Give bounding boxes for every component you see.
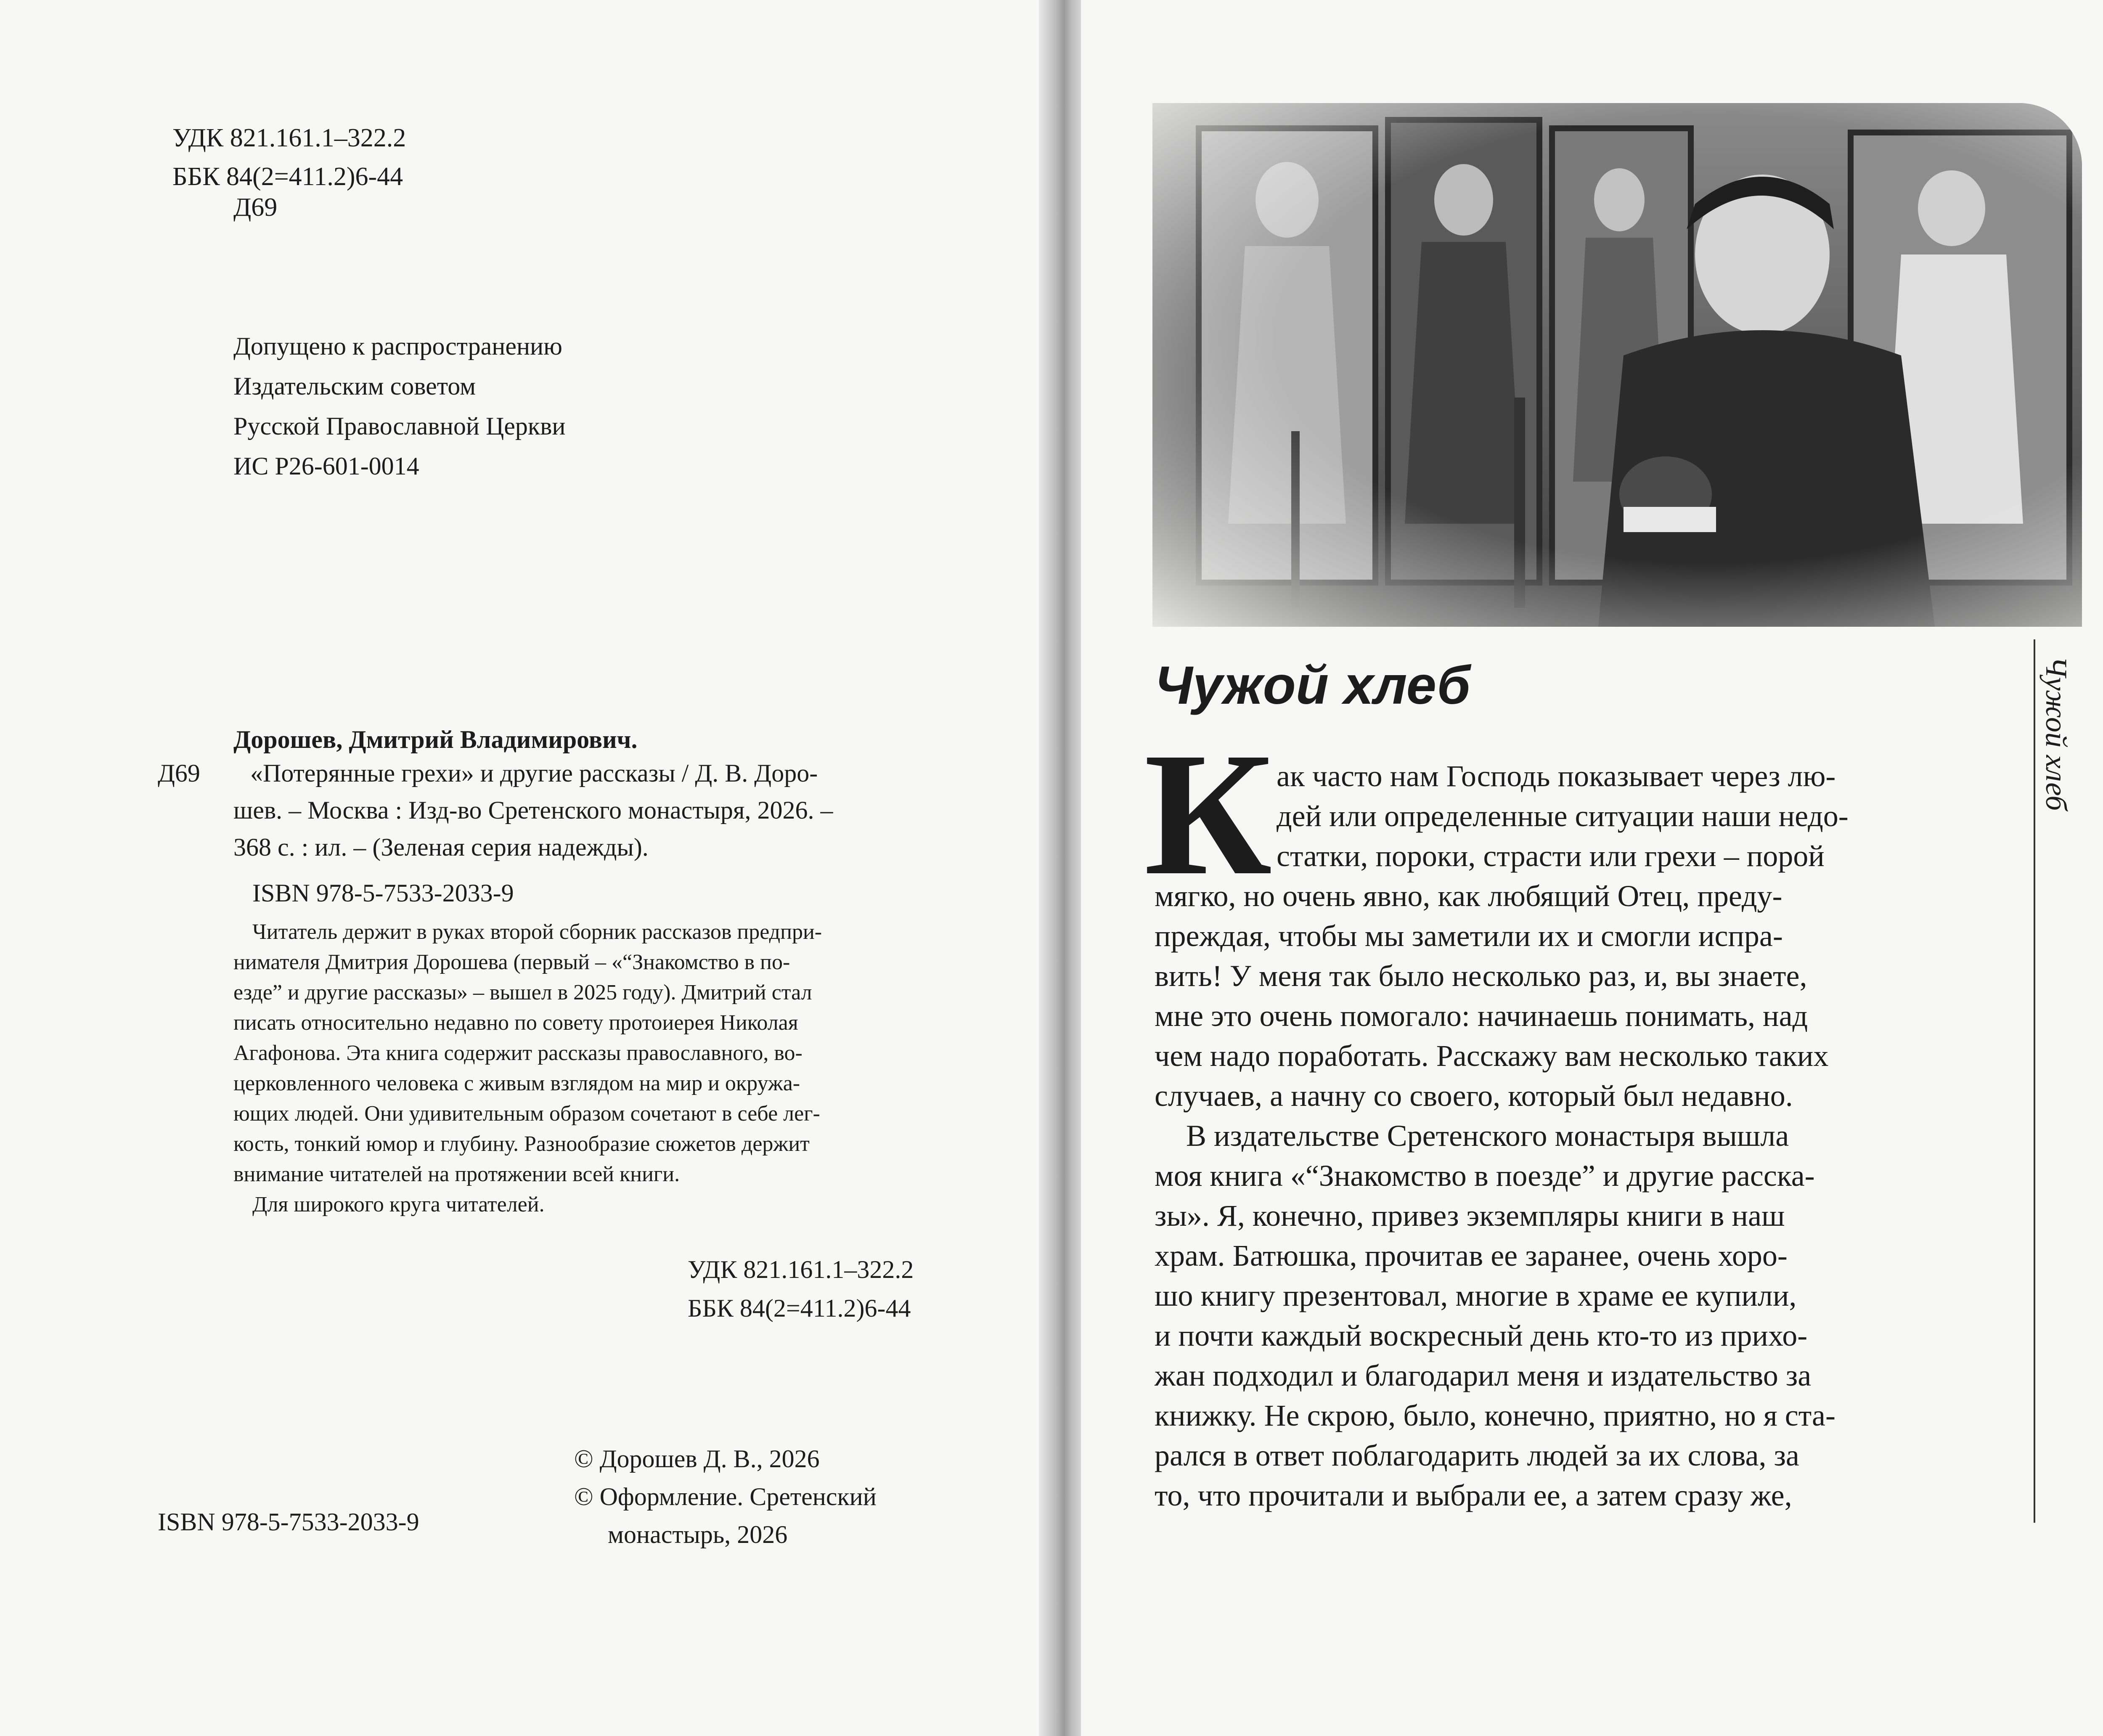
dropcap-line-1: ак часто нам Господь показывает через лю- bbox=[1277, 759, 1836, 793]
udk-top: УДК 821.161.1–322.2 bbox=[172, 124, 406, 152]
drop-cap: К bbox=[1144, 716, 1272, 912]
body-line-16: то, что прочитали и выбрали ее, а затем сразу же, bbox=[1155, 1479, 1792, 1512]
copyright-line-3: монастырь, 2026 bbox=[608, 1521, 788, 1548]
left-page-imprint bbox=[0, 0, 1047, 1736]
body-line-6: случаев, а начну со своего, который был недавно. bbox=[1155, 1079, 1793, 1113]
body-line-7: В издательстве Сретенского монастыря вышла bbox=[1186, 1119, 1789, 1153]
body-line-2: преждая, чтобы мы заметили их и смогли испра- bbox=[1155, 919, 1783, 953]
annotation-line-6: церковленного человека с живым взглядом на мир и окружа- bbox=[233, 1071, 800, 1095]
udk-bottom: УДК 821.161.1–322.2 bbox=[688, 1256, 914, 1283]
author-heading: Дорошев, Дмитрий Владимирович. bbox=[233, 726, 638, 753]
body-line-15: рался в ответ поблагодарить людей за их слова, за bbox=[1155, 1439, 1799, 1472]
body-line-10: храм. Батюшка, прочитав ее заранее, очень хоро- bbox=[1155, 1239, 1788, 1272]
body-line-3: вить! У меня так было несколько раз, и, вы знаете, bbox=[1155, 959, 1807, 993]
bbk-bottom: ББК 84(2=411.2)6-44 bbox=[688, 1294, 911, 1322]
right-page-chapter bbox=[1081, 0, 2103, 1736]
body-line-5: чем надо поработать. Расскажу вам несколько таких bbox=[1155, 1039, 1829, 1073]
bibliographic-line-1: «Потерянные грехи» и другие рассказы / Д. В. Доро- bbox=[250, 759, 818, 787]
annotation-line-7: ющих людей. Они удивительным образом сочетают в себе лег- bbox=[233, 1102, 820, 1126]
bbk-top: ББК 84(2=411.2)6-44 bbox=[172, 162, 403, 191]
isbn-entry: ISBN 978-5-7533-2033-9 bbox=[252, 879, 514, 907]
permission-line-4: ИС Р26-601-0014 bbox=[233, 452, 419, 480]
annotation-line-3: езде” и другие рассказы» – вышел в 2025 году). Дмитрий стал bbox=[233, 981, 812, 1004]
code-top: Д69 bbox=[233, 193, 278, 222]
annotation-line-2: нимателя Дмитрия Дорошева (первый – «“Знакомство в по- bbox=[233, 950, 790, 974]
chapter-photo bbox=[1152, 103, 2082, 627]
annotation-line-5: Агафонова. Эта книга содержит рассказы православного, во- bbox=[233, 1041, 803, 1065]
chapter-title: Чужой хлеб bbox=[1155, 655, 1470, 716]
body-line-8: моя книга «“Знакомство в поезде” и другие расска- bbox=[1155, 1159, 1815, 1193]
permission-line-1: Допущено к распространению bbox=[233, 332, 562, 360]
body-line-12: и почти каждый воскресный день кто-то из прихо- bbox=[1155, 1319, 1808, 1352]
audience: Для широкого круга читателей. bbox=[252, 1193, 545, 1217]
body-line-13: жан подходил и благодарил меня и издательство за bbox=[1155, 1359, 1812, 1392]
annotation-line-8: кость, тонкий юмор и глубину. Разнообразие сюжетов держит bbox=[233, 1132, 810, 1156]
bibliographic-line-3: 368 с. : ил. – (Зеленая серия надежды). bbox=[233, 833, 649, 861]
dropcap-line-2: дей или определенные ситуации наши недо- bbox=[1277, 799, 1849, 833]
body-line-9: зы». Я, конечно, привез экземпляры книги в наш bbox=[1155, 1199, 1785, 1232]
running-title-rule bbox=[2034, 639, 2035, 1523]
annotation-line-1: Читатель держит в руках второй сборник рассказов предпри- bbox=[252, 920, 822, 944]
photo-vignette bbox=[1152, 103, 2082, 627]
permission-line-3: Русской Православной Церкви bbox=[233, 412, 566, 440]
body-line-11: шо книгу презентовал, многие в храме ее купили, bbox=[1155, 1279, 1797, 1312]
annotation-line-4: писать относительно недавно по совету протоиерея Николая bbox=[233, 1011, 798, 1035]
running-title: Чужой хлеб bbox=[2039, 656, 2073, 811]
code-entry: Д69 bbox=[158, 759, 200, 787]
body-line-14: книжку. Не скрою, было, конечно, приятно, но я ста- bbox=[1155, 1399, 1835, 1432]
annotation-line-9: внимание читателей на протяжении всей книги. bbox=[233, 1162, 680, 1186]
copyright-line-2: © Оформление. Сретенский bbox=[574, 1483, 877, 1511]
dropcap-line-3: статки, пороки, страсти или грехи – порой bbox=[1277, 839, 1825, 873]
body-line-1: мягко, но очень явно, как любящий Отец, преду- bbox=[1155, 879, 1783, 913]
copyright-line-1: © Дорошев Д. В., 2026 bbox=[574, 1445, 820, 1473]
body-line-4: мне это очень помогало: начинаешь понимать, над bbox=[1155, 999, 1808, 1033]
isbn-bottom: ISBN 978-5-7533-2033-9 bbox=[158, 1508, 419, 1536]
permission-line-2: Издательским советом bbox=[233, 372, 476, 400]
bibliographic-line-2: шев. – Москва : Изд-во Сретенского монастыря, 2026. – bbox=[233, 796, 833, 824]
